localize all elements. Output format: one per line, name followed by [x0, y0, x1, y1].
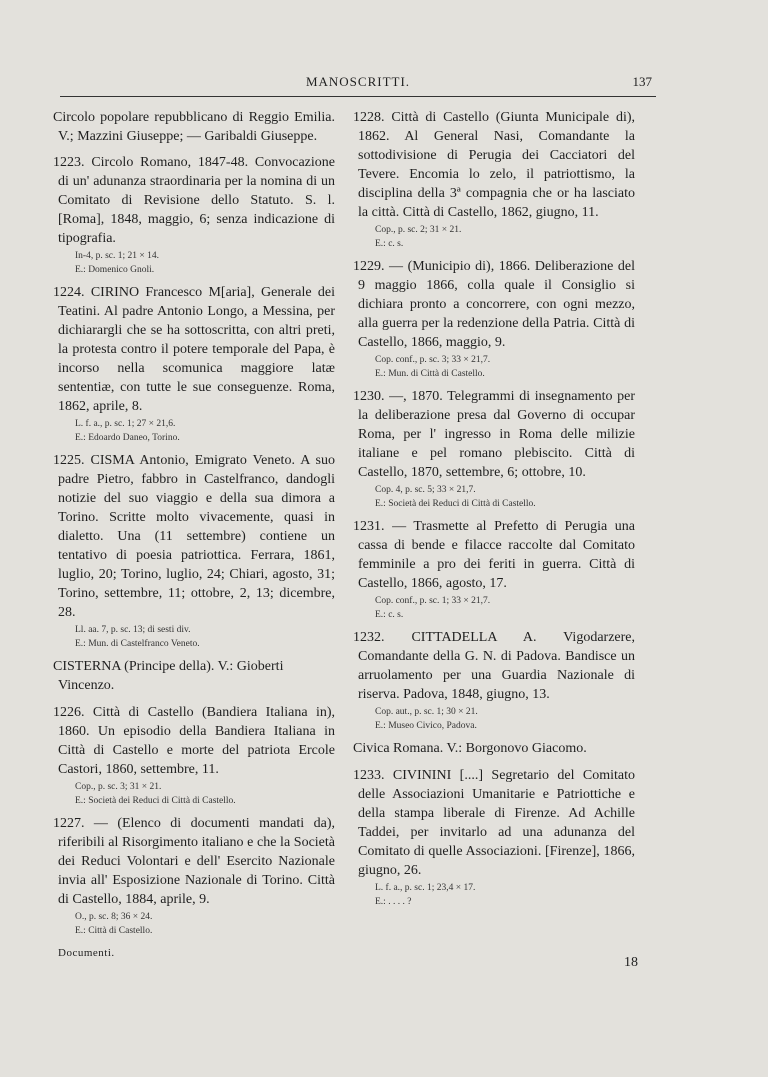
entry-meta: Cop., p. sc. 3; 31 × 21. — [75, 782, 162, 792]
entry-meta: E.: Domenico Gnoli. — [75, 265, 155, 275]
header-rule — [60, 96, 656, 97]
entry-meta: E.: c. s. — [375, 610, 404, 620]
entry-text: 1230. —, 1870. Telegrammi di insegnamento per la deliberazione presa dal Governo di occupar Roma, per l' ingresso in Roma delle milizie italiane e pel romano plebiscito. Città di Castello, 1870, settembre, 6; ottobre, 10. — [353, 389, 635, 480]
entry-meta: E.: Edoardo Daneo, Torino. — [75, 433, 180, 443]
catalog-entry — [53, 283, 335, 444]
entry-text: 1229. — (Municipio di), 1866. Deliberazione del 9 maggio 1866, colla quale il Consiglio si dichiara pronto a concorrere, con ogni mezzo, alla guerra per la redenzione della Patria. Città di Castello, 1866, maggio, 9. — [353, 259, 635, 350]
catalog-entry — [53, 703, 335, 807]
entry-meta: L. f. a., p. sc. 1; 23,4 × 17. — [375, 883, 476, 893]
entry-meta: Cop., p. sc. 2; 31 × 21. — [375, 225, 462, 235]
entry-text: 1225. CISMA Antonio, Emigrato Veneto. A suo padre Pietro, fabbro in Castelfranco, dandogli notizie del suo viaggio e della sua dimora a Torino. Scritte molto vivacemente, quasi in dialetto. Una (11 settembre) contiene un tentativo di poesia patriottica. Ferrara, 1861, luglio, 20; Torino, luglio, 24; Chiari, agosto, 31; Torino, settembre, 11; ottobre, 2, 13; dicembre, 28. — [53, 453, 335, 620]
entry-text: 1231. — Trasmette al Prefetto di Perugia una cassa di bende e filacce raccolte dal Comitato femminile a pro dei feriti in guerra. Città di Castello, 1866, agosto, 17. — [353, 519, 635, 591]
entry-text: Civica Romana. V.: Borgonovo Giacomo. — [353, 741, 587, 756]
catalog-entry — [353, 108, 635, 250]
right-column — [353, 108, 635, 915]
entry-text: Circolo popolare repubblicano di Reggio Emilia. V.; Mazzini Giuseppe; — Garibaldi Giuseppe. — [53, 110, 335, 144]
catalog-entry — [353, 628, 635, 732]
catalog-entry — [53, 451, 335, 650]
entry-meta: E.: Mun. di Città di Castello. — [375, 369, 485, 379]
catalog-entry — [353, 387, 635, 510]
entry-text: 1223. Circolo Romano, 1847-48. Convocazione di un' adunanza straordinaria per la nomina di un Comitato di Revisione dello Statuto. S. l. [Roma], 1848, maggio, 6; senza indicazione di tipografia. — [53, 155, 335, 246]
entry-meta: E.: Società dei Reduci di Città di Castello. — [375, 499, 536, 509]
entry-meta: Cop. conf., p. sc. 3; 33 × 21,7. — [375, 355, 491, 365]
cross-reference — [353, 739, 635, 758]
sheet-number: 18 — [624, 955, 638, 970]
entry-meta: E.: Museo Civico, Padova. — [375, 721, 477, 731]
entry-meta: E.: Mun. di Castelfranco Veneto. — [75, 639, 200, 649]
entry-meta: Cop. aut., p. sc. 1; 30 × 21. — [375, 707, 478, 717]
catalog-entry — [53, 108, 335, 146]
entry-meta: L. f. a., p. sc. 1; 27 × 21,6. — [75, 419, 176, 429]
entry-meta: Cop. 4, p. sc. 5; 33 × 21,7. — [375, 485, 476, 495]
signature-mark: Documenti. — [58, 947, 115, 959]
entry-text: 1228. Città di Castello (Giunta Municipale di), 1862. Al General Nasi, Comandante la sottodivisione di Perugia dei Cacciatori del Tevere. Encomia lo zelo, il patriottismo, la disciplina della 3ª compagnia che or ha lasciato la città. Città di Castello, 1862, giugno, 11. — [353, 110, 635, 220]
running-title: MANOSCRITTI. — [305, 74, 411, 89]
entry-meta: E.: . . . . ? — [375, 897, 412, 907]
left-column — [53, 108, 335, 963]
entry-text: 1226. Città di Castello (Bandiera Italiana in), 1860. Un episodio della Bandiera Italiana in Città di Castello e morte del patriota Ercole Castori, 1860, settembre, 11. — [53, 705, 335, 777]
catalog-entry — [53, 153, 335, 276]
entry-text: 1227. — (Elenco di documenti mandati da), riferibili al Risorgimento italiano e che la Società dei Reduci Volontari e dell' Esercito Nazionale invia all' Esposizione Nazionale di Torino. Città di Castello, 1884, aprile, 9. — [53, 816, 335, 907]
entry-meta: Cop. conf., p. sc. 1; 33 × 21,7. — [375, 596, 491, 606]
page-number: 137 — [632, 74, 652, 89]
entry-text: 1232. CITTADELLA A. Vigodarzere, Comandante della G. N. di Padova. Bandisce un arruolamento per una Guardia Nazionale di riserva. Padova, 1848, giugno, 13. — [353, 630, 635, 702]
entry-text: 1233. CIVININI [....] Segretario del Comitato delle Associazioni Umanitarie e Patriottiche e della stampa liberale di Firenze. Ad Achille Taddei, per invitarlo ad una adunanza del Comitato di quelle Associazioni. [Firenze], 1866, giugno, 26. — [353, 768, 635, 878]
catalog-entry — [353, 257, 635, 380]
entry-meta: Ll. aa. 7, p. sc. 13; di sesti div. — [75, 625, 191, 635]
entry-text: 1224. CIRINO Francesco M[aria], Generale dei Teatini. Al padre Antonio Longo, a Messina, per dichiarargli che se ha sottoscritta, con altri preti, la protesta contro il potere temporale del Papa, è incorso nella scomunica maggiore latæ sententiæ, con tutte le sue conseguenze. Roma, 1862, aprile, 8. — [53, 285, 335, 414]
catalog-entry — [353, 766, 635, 908]
entry-meta: O., p. sc. 8; 36 × 24. — [75, 912, 153, 922]
catalog-entry — [53, 814, 335, 937]
page-header — [60, 74, 656, 94]
entry-meta: E.: Società dei Reduci di Città di Castello. — [75, 796, 236, 806]
entry-meta: In-4, p. sc. 1; 21 × 14. — [75, 251, 159, 261]
entry-text: CISTERNA (Principe della). V.: Gioberti Vincenzo. — [53, 659, 284, 693]
cross-reference — [53, 657, 335, 695]
catalog-entry — [353, 517, 635, 621]
entry-meta: E.: c. s. — [375, 239, 404, 249]
entry-meta: E.: Città di Castello. — [75, 926, 153, 936]
